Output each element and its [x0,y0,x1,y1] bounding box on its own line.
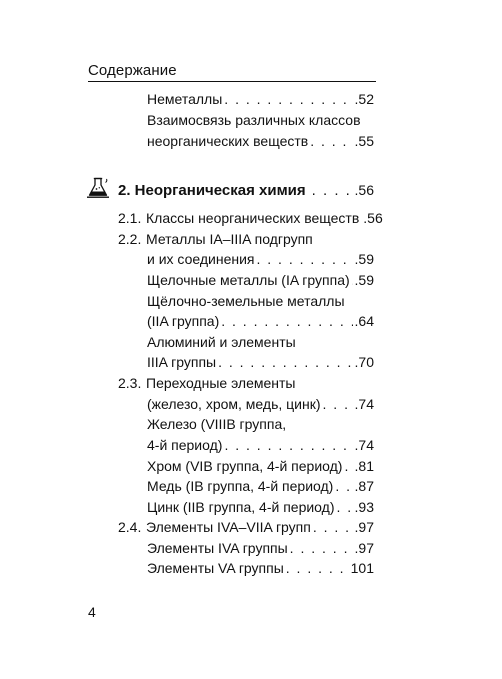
toc-entry-text: (IIA группа) [147,313,220,329]
toc-entry-text: Переходные элементы [146,375,296,391]
leader-dots [221,312,352,330]
leader-dots [312,182,353,200]
page-number: 4 [88,604,96,620]
toc-entry-text: Металлы IA–IIIA подгрупп [146,231,313,247]
toc-entry-interrelation[interactable] [147,132,374,150]
toc-page-number: .64 [354,313,374,329]
leader-dots [337,498,353,516]
toc-page-number: .56 [363,210,383,226]
section-number: 2.4. [118,519,142,535]
leader-dots [224,436,352,454]
toc-entry-text: Щёлочно-земельные металлы [147,293,345,309]
leader-dots [313,518,353,536]
section-number: 2.1. [118,210,142,226]
leader-dots [344,457,352,475]
leader-dots [323,395,353,413]
toc-entry-va-group[interactable] [147,559,374,577]
toc-entry-text: Элементы IVA–VIIA групп [146,519,311,535]
leader-dots [290,539,353,557]
toc-entry-text: Хром (VIB группа, 4-й период) [147,458,343,474]
toc-section-2-2-title [118,230,374,248]
toc-section-2-3-title [118,374,374,392]
toc-entry-text: Медь (IB группа, 4-й период) [147,478,334,494]
toc-page-number: .97 [354,519,374,535]
leader-dots [310,132,352,150]
toc-chapter-inorganic[interactable] [118,181,374,200]
chapter-title: 2. Неорганическая химия [118,182,306,199]
toc-entry-text: Неметаллы [147,91,223,107]
toc-entry-chromium[interactable] [147,457,374,475]
leader-dots [286,559,349,577]
flask-icon [86,176,110,200]
section-number: 2.3. [118,375,142,391]
toc-page-number: .81 [354,458,374,474]
toc-entry-text: Щелочные металлы (IA группа) [147,272,350,288]
toc-entry-text: Железо (VIIIB группа, [147,416,287,432]
toc-entry-text: IIIA группы [147,354,217,370]
leader-dots [256,250,352,268]
toc-page-number: .56 [354,182,374,198]
toc-entry-text: и их соединения [147,251,255,267]
toc-page-number: 101 [350,560,374,576]
leader-dots [224,90,352,108]
toc-section-2-2[interactable] [147,250,374,268]
toc-entry-aluminium[interactable] [147,353,374,371]
toc-entry-alkali-metals[interactable] [147,271,374,289]
toc-page-number: .74 [354,396,374,412]
toc-section-2-3[interactable] [147,395,374,413]
toc-entry-text: Классы неорганических веществ [146,210,360,226]
toc-entry-nonmetals[interactable] [147,90,374,108]
toc-page-number: .93 [354,499,374,515]
section-number: 2.2. [118,231,142,247]
toc-entry-text: неорганических веществ [147,133,309,149]
leader-dots [218,353,352,371]
toc-page-number: .59 [354,272,374,288]
toc-entry-text: Элементы VA группы [147,560,284,576]
toc-entry-text: Элементы IVA группы [147,540,288,556]
toc-section-2-1[interactable] [118,209,383,227]
toc-entry-text: Цинк (IIB группа, 4-й период) [147,499,335,515]
toc-entry-zinc[interactable] [147,498,374,516]
toc-entry-text: (железо, хром, медь, цинк) [147,396,321,412]
toc-section-2-4[interactable] [118,518,374,536]
leader-dots [335,477,352,495]
toc-page-number: .87 [354,478,374,494]
toc-entry-iva-group[interactable] [147,539,374,557]
toc-page-number: .52 [354,91,374,107]
running-header: Содержание [88,62,177,79]
toc-entry-alkaline-earth[interactable] [147,312,374,330]
toc-entry-text: 4-й период) [147,437,223,453]
toc-entry-copper[interactable] [147,477,374,495]
toc-page-number: .70 [354,354,374,370]
toc-page-number: .74 [354,437,374,453]
toc-entry-text: Алюминий и элементы [147,334,296,350]
toc-entry-iron[interactable] [147,436,374,454]
toc-page-number: .97 [354,540,374,556]
toc-page-number: .55 [354,133,374,149]
header-rule [88,81,376,82]
leader-dots [352,271,353,289]
toc-entry-text: Взаимосвязь различных классов [147,112,361,128]
toc-page-number: .59 [354,251,374,267]
